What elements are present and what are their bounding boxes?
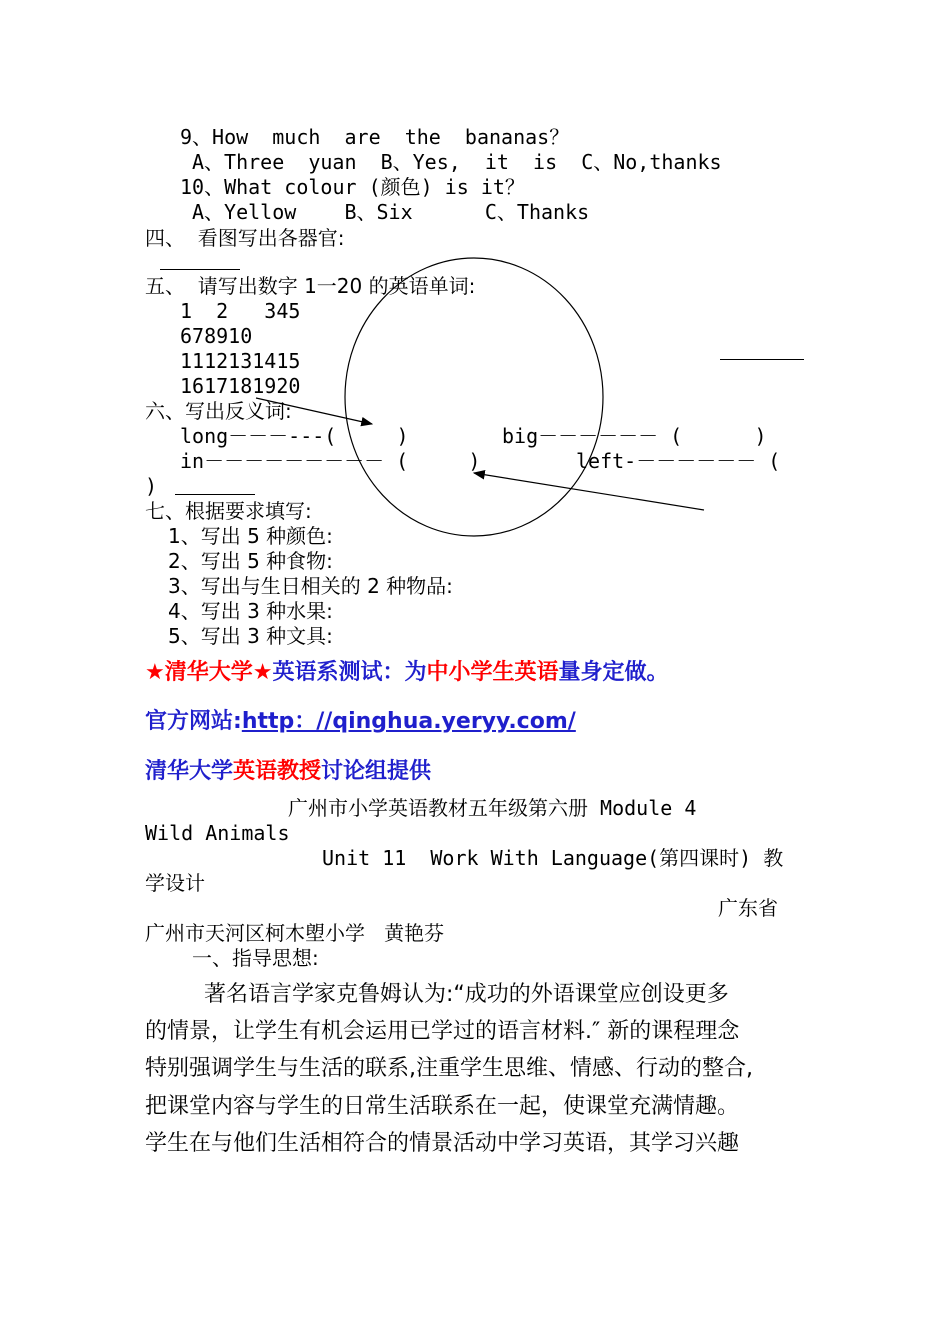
section-7-title: 七、根据要求填写: [145, 499, 312, 523]
task-item-2: 2、写出 5 种食物: [168, 549, 333, 573]
promo-line-2 [145, 708, 576, 736]
lesson-title-line-2: Wild Animals [145, 821, 290, 845]
promo-brand: ★清华大学★ [145, 660, 273, 685]
question-10-options: A、Yellow B、Six C、Thanks [192, 200, 590, 224]
promo-line-3 [145, 758, 431, 786]
author-school: 广州市天河区柯木塱小学 黄艳芬 [145, 921, 445, 945]
antonym-long: long－－－---( ) [180, 424, 409, 448]
antonym-left: left-－－－－－－ ( [576, 449, 781, 473]
promo-highlight: 中小学生英语 [426, 660, 559, 685]
paragraph-line-3: 特别强调学生与生活的联系,注重学生思维、情感、行动的整合, [145, 1056, 753, 1081]
promo-provider: 清华大学 [145, 759, 234, 784]
promo-provider-end: 讨论组提供 [321, 759, 432, 784]
outline-circle [345, 258, 603, 536]
website-link[interactable]: http：//qinghua.yeryy.com/ [241, 709, 576, 734]
paragraph-line-5: 学生在与他们生活相符合的情景活动中学习英语，其学习兴趣 [145, 1131, 740, 1156]
section-5-title: 五、 请写出数字 1一20 的英语单词: [145, 274, 476, 298]
section-4-title: 四、 看图写出各器官: [145, 226, 345, 250]
question-9-options: A、Three yuan B、Yes, it is C、No,thanks [192, 150, 722, 174]
numbers-row-3: 1112131415 [180, 349, 301, 373]
section-heading: 一、指导思想: [192, 946, 319, 970]
lesson-title-line-1: 广州市小学英语教材五年级第六册 Module 4 [288, 796, 697, 820]
antonym-big: big－－－－－－ ( ) [502, 424, 767, 448]
promo-provider-highlight: 英语教授 [233, 759, 322, 784]
author-province: 广东省 [718, 896, 778, 920]
numbers-row-4: 1617181920 [180, 374, 301, 398]
website-label: 官方网站: [145, 709, 242, 734]
antonym-close-paren: ) [145, 474, 158, 498]
task-item-1: 1、写出 5 种颜色: [168, 524, 333, 548]
numbers-row-2: 678910 [180, 324, 253, 348]
antonym-in: in－－－－－－－－－ ( ) [180, 449, 481, 473]
question-10: 10、What colour (颜色) is it？ [180, 175, 525, 199]
question-9: 9、How much are the bananas？ [180, 125, 570, 149]
arrow-right [474, 473, 704, 510]
promo-text: 英语系测试：为 [272, 660, 427, 685]
promo-line-1 [145, 659, 669, 687]
task-item-5: 5、写出 3 种文具: [168, 624, 333, 648]
paragraph-line-4: 把课堂内容与学生的日常生活联系在一起，使课堂充满情趣。 [145, 1094, 740, 1119]
task-item-3: 3、写出与生日相关的 2 种物品: [168, 574, 453, 598]
paragraph-line-2: 的情景，让学生有机会运用已学过的语言材料.″ 新的课程理念 [145, 1019, 740, 1044]
paragraph-line-1: 著名语言学家克鲁姆认为:“成功的外语课堂应创设更多 [204, 982, 729, 1007]
arrow-left [256, 398, 372, 424]
section-6-title: 六、写出反义词: [145, 399, 292, 423]
task-item-4: 4、写出 3 种水果: [168, 599, 333, 623]
numbers-row-1: 1 2 345 [180, 299, 301, 323]
promo-text-end: 量身定做。 [558, 660, 669, 685]
lesson-title-line-4: 学设计 [145, 871, 205, 895]
lesson-title-line-3: Unit 11 Work With Language(第四课时) 教 [322, 846, 784, 870]
